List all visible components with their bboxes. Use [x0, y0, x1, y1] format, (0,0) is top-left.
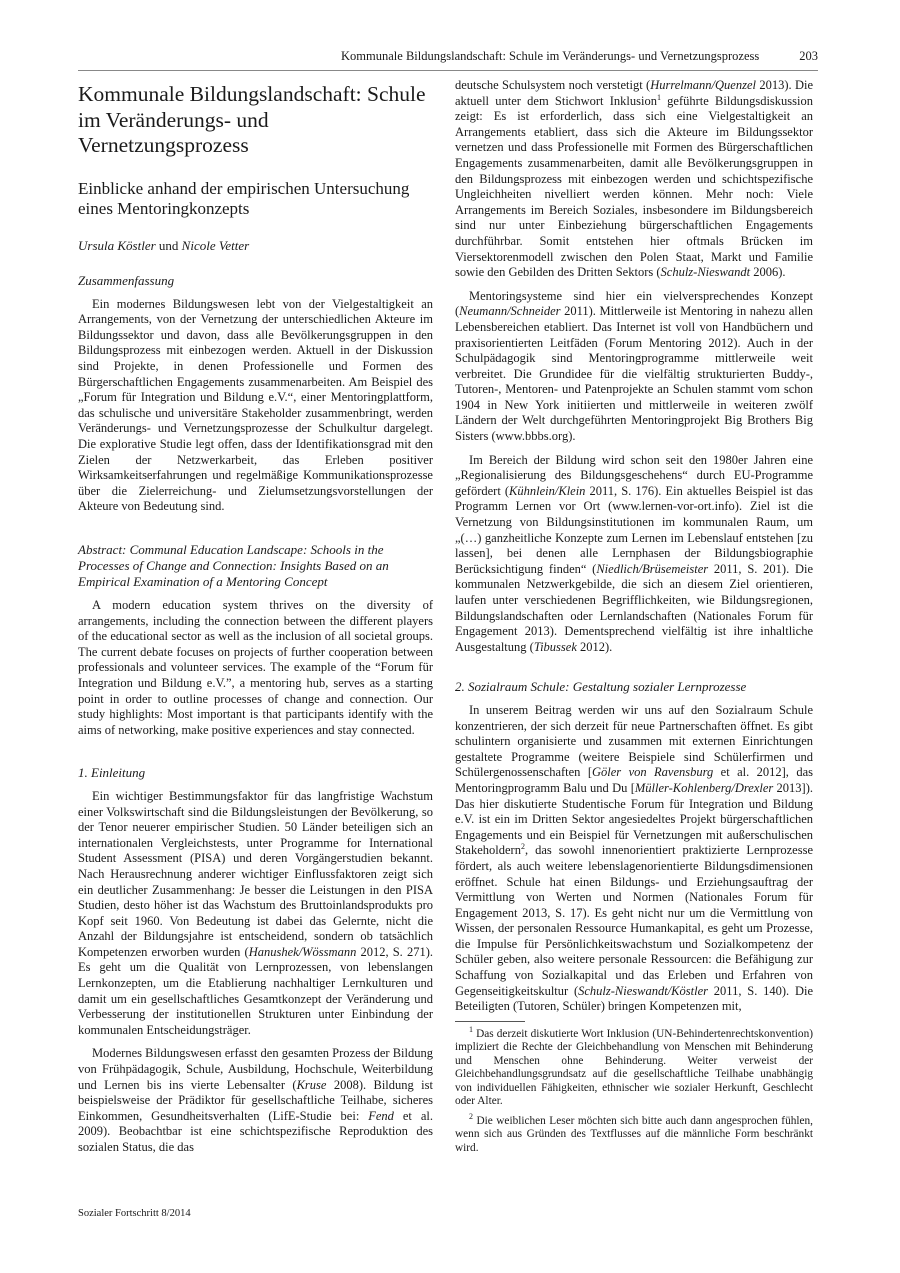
section-1 [78, 765, 433, 1155]
article-title: Kommunale Bildungslandschaft: Schule im Veränderungs- und Vernetzungsprozess [78, 82, 426, 157]
section-2 [455, 679, 813, 1014]
section-1-heading: 1. Einleitung [78, 765, 146, 781]
section-1-paragraph-2: Modernes Bildungswesen erfasst den gesamten Prozess der Bildung von Frühpädagogik, Schule, Ausbildung, Hochschule, Weiterbildung und Lernen bis ins vierte Lebensalter (Kruse 2008). Bildung ist beispielsweise der Prädiktor für gesellschaftliche Teilhabe, sicheres Einkommen, Gesundheitsverhalten (LifE-Studie bei: Fend et al. 2009). Beobachtbar ist eine schichtspezifische Reproduktion des sozialen Status, die das [78, 1046, 434, 1154]
citation: Tibussek [533, 639, 577, 654]
journal-footer: Sozialer Fortschritt 8/2014 [78, 1208, 191, 1219]
article-subtitle: Einblicke anhand der empirischen Untersuchung eines Mentoringkonzepts [78, 178, 410, 218]
author-2: Nicole Vetter [181, 237, 250, 253]
page-number: 203 [799, 49, 818, 63]
abstract-section [78, 542, 433, 738]
right-column [455, 78, 813, 1155]
section-1-paragraph-4: Im Bereich der Bildung wird schon seit den 1980er Jahren eine „Regionalisierung des Bildungsgeschehens“ durch EU-Programme gefördert (Kühnlein/Klein 2011, S. 176). Ein aktuelles Beispiel ist das Programm Lernen vor Ort (www.lernen-vor-ort.info). Ziel ist die Vernetzung von Bildungsinstitutionen im kommunalen Raum, um „(…) ganzheitliche Konzepte zum Lernen im Lebenslauf entstehen [zu lassen], bei denen alle Lernphasen der Bildungsbiographie Berücksichtigung finden“ (Niedlich/Brüsemeister 2011, S. 201). Die kommunalen Netzwerkgebilde, die sich an diesem Ziel orientieren, laufen unter verschiedenen Begrifflichkeiten, wie Bildungsregionen, Bildungslandschaften oder Lernlandschaften (Nationales Forum für Engagement 2013). Dementsprechend vielfältig ist ihre inhaltliche Ausgestaltung (Tibussek 2012). [455, 452, 813, 654]
footnote-2: $^2$ Die weiblichen Leser möchten sich bitte auch dann angesprochen fühlen, wenn sich aus Gründen des Textflusses auf die männliche Form beschränkt wird. [455, 1112, 813, 1154]
citation: Hurrelmann/Quenzel [650, 78, 756, 92]
zusammenfassung-heading: Zusammenfassung [78, 273, 175, 289]
citation: Niedlich/Brüsemeister [596, 561, 709, 576]
section-1-paragraph-2-continued: deutsche Schulsystem noch verstetigt (Hurrelmann/Quenzel 2013). Die aktuell unter dem Stichwort Inklusion$^1$ geführte Bildungsdiskussion zeigt: Es ist erforderlich, dass sich eine Vielgestaltigkeit an Arrangements etabliert, dass sich die Akteure im Bildungssektor vernetzen und dass Professionelle mit Formen des Bürgerschaftlichen Engagements zusammenarbeiten, damit alle Bevölkerungsgruppen in den Bildungsprozess mit einbezogen werden und schichtspezifische Ungleichheiten nivelliert werden können. Mehr noch: Viele Arrangements im Bereich Soziales, insbesondere im Bildungsbereich sind nur unter Einbeziehung bürgerschaftlichen Engagements durchführbar. Somit entstehen hier oftmals Brücken im Viersektorenmodell zwischen den Polen Staat, Markt und Familie sowie den Gebilden des Dritten Sektors (Schulz-Nieswandt 2006). [455, 78, 813, 280]
citation: Göler von Ravensburg [592, 765, 714, 780]
footnote-ref-1: 1 [656, 92, 661, 102]
citation: Schulz-Nieswandt/Köstler [578, 983, 708, 998]
left-column [78, 78, 433, 1156]
zusammenfassung-section [78, 273, 433, 515]
section-2-heading: 2. Sozialraum Schule: Gestaltung sozialer Lernprozesse [455, 679, 747, 695]
section-2-paragraph-1: In unserem Beitrag werden wir uns auf den Sozialraum Schule konzentrieren, der sich derzeit für neue Partnerschaften öffnet. Es gibt schulintern organisierte und zusammen mit externen Einrichtungen gestaltete Programme (weitere Beispiele sind Schülerfirmen und Schülergenossenschaften [Göler von Ravensburg et al. 2012], das Mentoringprogramm Balu und Du [Müller-Kohlenberg/Drexler 2013]). Das hier diskutierte Studentische Forum für Integration und Bildung e.V. ist ein im Dritten Sektor angesiedeltes Projekt bürgerschaftlichen Engagements und ein Beispiel für Vernetzungen mit außerschulischen Stakeholdern$^2$, das sowohl innenorientiert praktizierte Lernprozesse fördert, als auch weitere lebenslagenorientierte Bildungsdimensionen eröffnet. Schule hat einen Bildungs- und Erziehungsauftrag der Vermittlung von Werten und Normen (Nationales Forum für Engagement 2013, S. 17). Es geht nicht nur um die Vermittlung von Wissen, der personalen Ressource Humankapital, es geht um Prozesse, die Impulse für Persönlichkeitswachstum und Sozialkompetenz der Schüler geben, also weitere personale Ressourcen: die Befähigung zur Schaffung von Sozialkapital und das Erleben und Erfahren von Gegenseitigkeitskultur (Schulz-Nieswandt/Köstler 2011, S. 140). Die Beteiligten (Tutoren, Schüler) bringen Kompetenzen mit, [455, 702, 814, 1014]
citation: Fend [368, 1108, 394, 1123]
citation: Schulz-Nieswandt [660, 265, 751, 280]
running-title: Kommunale Bildungslandschaft: Schule im Veränderungs- und Vernetzungsprozess [341, 49, 760, 63]
citation: Müller-Kohlenberg/Drexler [634, 780, 774, 795]
footnote-1-number: 1 [469, 1025, 473, 1035]
header-rule [78, 70, 818, 71]
abstract-text: A modern education system thrives on the diversity of arrangements, including the connection between the different players of the educational sector as well as the inclusion of all societal groups. The current debate focuses on projects of further cooperation between professionals and volunteer services. The example of the “Forum für Integration und Bildung e.V.”, a mentoring hub, serves as a starting point in order to outline processes of change and connection. Our study highlights: Most important is that participants identify with the aims of networking, make positive experiences and stay connected. [78, 598, 433, 737]
section-1-paragraph-1: Ein wichtiger Bestimmungsfaktor für das langfristige Wachstum einer Volkswirtschaft sind die Bildungsleistungen der Bevölkerung, so der Tenor neuerer empirischer Studien. 50 Länder beteiligen sich an internationalen Vergleichstests, unter Programme for International Student Assessment (PISA) und deren Vorgängerstudien bekannt. Nach Herausrechnung anderer wichtiger Einflussfaktoren zeigt sich ein deutlicher Zusammenhang: Je besser die Leistungen in den PISA Studien, desto höher ist das Wachstum des Bruttoinlandsprodukts pro Kopf seit 1960. Von Bedeutung ist dabei das Gelernte, nicht die Anzahl der Bildungsjahre ist entscheidend, sondern ob tatsächlich Kompetenzen erworben wurden (Hanushek/Wössmann 2012, S. 271). Es geht um die Qualität von Lernprozessen, von lebenslangen Lernkonzepten, um die Etablierung nachhaltiger Lernkulturen und damit um ein gesellschaftliches Gesamtkonzept der Veränderung und Verbesserung der institutionellen Strukturen unter Einbindung der kommunalen Entscheidungsträger. [78, 788, 433, 1037]
zusammenfassung-text: Ein modernes Bildungswesen lebt von der Vielgestaltigkeit an Arrangements, von der Vernetzung der unterschiedlichen Akteure im Bildungssektor und davon, dass alle Bevölkerungsgruppen in den Bildungsprozess mit einbezogen werden. Aktuell in der Diskussion sind Projekte, in denen Professionelle und Formen des Bürgerschaftlichen Engagements zusammenarbeiten. Am Beispiel des „Forum für Integration und Bildung e.V.“, einer Mentoringplattform, das schulische und universitäre Stakeholder zusammenbringt, werden Veränderungs- und Vernetzungsprozesse der Schulkultur dargelegt. Die explorative Studie legt offen, dass der Identifikationsgrad mit den Zielen der Netzwerkarbeit, das Erleben positiver Wirksamkeitserfahrungen und regelmäßige Kommunikationsprozesse über die Zielerreichung- und Zielumsetzungsvorstellungen der Akteure von Bedeutung sind. [78, 296, 433, 514]
citation: Neumann/Schneider [459, 304, 561, 319]
footnote-1: $^1$ Das derzeit diskutierte Wort Inklusion (UN-Behindertenrechtskonvention) impliziert die Rechte der Gleichbehandlung von Menschen mit Behinderung und Menschen ohne Behinderung. Weiter verweist der Gleichbehandlungsgrundsatz auf die gesellschaftliche Teilhabe unabhängig von individuellen Fähigkeiten, ethnischer wie sozialer Herkunft, Geschlecht oder Alter. [455, 1025, 813, 1108]
footnote-2-number: 2 [469, 1112, 473, 1122]
authors [78, 238, 433, 254]
footnote-rule [455, 1021, 525, 1022]
authors-conjunction: und [158, 237, 179, 253]
abstract-heading: Abstract: Communal Education Landscape: Schools in the Processes of Change and Connection: Insights Based on an Empirical Examination of a Mentoring Concept [78, 542, 389, 589]
footnote-ref-2: 2 [520, 842, 525, 852]
citation: Hanushek/Wössmann [248, 944, 357, 959]
running-head [78, 49, 818, 64]
section-1-paragraph-3: Mentoringsysteme sind hier ein vielversprechendes Konzept (Neumann/Schneider 2011). Mittlerweile ist Mentoring in nahezu allen Lebensbereichen etabliert. Das Internet ist voll von Handbüchern und praxisorientierten Leitfäden (Forum Mentoring 2012). Auch in der Schulpädagogik sind Mentoringprogramme mittlerweile weit verbreitet. Die Grundidee für die vielfältig strukturierten Buddy-, Tutoren-, Mentoren- und Patenprojekte an Schulen stammt vom schon 1904 in New York initiierten und mittlerweile in weiteren zwölf Ländern der Welt durchgeführten Mentoringprojekt Big Brothers Big Sisters (www.bbbs.org). [455, 288, 813, 444]
author-1: Ursula Köstler [78, 237, 156, 253]
citation: Kruse [296, 1077, 327, 1092]
citation: Kühnlein/Klein [509, 483, 586, 498]
